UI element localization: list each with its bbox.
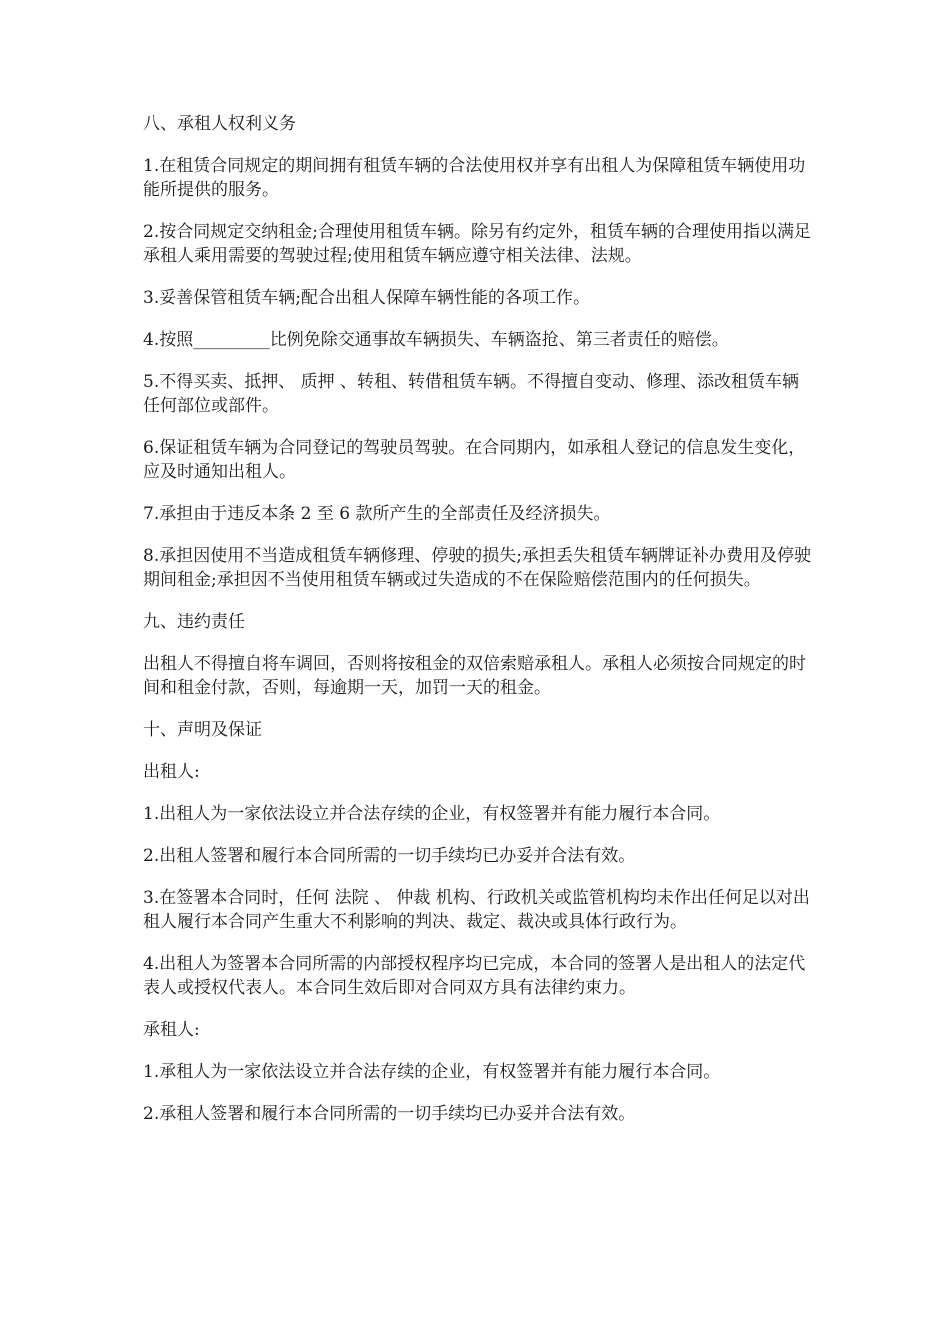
lessor-item-4: 4.出租人为签署本合同所需的内部授权程序均已完成，本合同的签署人是出租人的法定代表人或授权代表人。本合同生效后即对合同双方具有法律约束力。 (143, 954, 806, 998)
lessor-item-3: 3.在签署本合同时，任何 法院 、 仲裁 机构、行政机关或监管机构均未作出任何足以对出租人履行本合同产生重大不利影响的判决、裁定、裁决或具体行政行为。 (143, 888, 810, 932)
document-page (143, 112, 811, 1144)
section-8-item-4: 4.按照_________比例免除交通事故车辆损失、车辆盗抢、第三者责任的赔偿。 (143, 330, 729, 350)
lessor-item-2: 2.出租人签署和履行本合同所需的一切手续均已办妥并合法有效。 (143, 846, 636, 866)
section-8-item-6: 6.保证租赁车辆为合同登记的驾驶员驾驶。在合同期内，如承租人登记的信息发生变化，应及时通知出租人。 (143, 438, 806, 482)
section-8-item-5: 5.不得买卖、抵押、 质押 、转租、转借租赁车辆。不得擅自变动、修理、添改租赁车辆任何部位或部件。 (143, 372, 800, 416)
section-9-title: 九、违约责任 (143, 612, 245, 632)
section-8-item-8: 8.承担因使用不当造成租赁车辆修理、停驶的损失;承担丢失租赁车辆牌证补办费用及停驶期间租金;承担因不当使用租赁车辆或过失造成的不在保险赔偿范围内的任何损失。 (143, 546, 811, 590)
section-8-item-1: 1.在租赁合同规定的期间拥有租赁车辆的合法使用权并享有出租人为保障租赁车辆使用功能所提供的服务。 (143, 156, 806, 200)
section-9-body: 出租人不得擅自将车调回，否则将按租金的双倍索赔承租人。承租人必须按合同规定的时间和租金付款，否则，每逾期一天，加罚一天的租金。 (143, 654, 806, 698)
section-8-item-3: 3.妥善保管租赁车辆;配合出租人保障车辆性能的各项工作。 (143, 288, 590, 308)
lessor-item-1: 1.出租人为一家依法设立并合法存续的企业，有权签署并有能力履行本合同。 (143, 804, 721, 824)
lessee-item-1: 1.承租人为一家依法设立并合法存续的企业，有权签署并有能力履行本合同。 (143, 1062, 721, 1082)
section-10-title: 十、声明及保证 (143, 720, 262, 740)
section-8-item-2: 2.按合同规定交纳租金;合理使用租赁车辆。除另有约定外，租赁车辆的合理使用指以满足承租人乘用需要的驾驶过程;使用租赁车辆应遵守相关法律、法规。 (143, 222, 811, 266)
lessee-label: 承租人: (143, 1020, 200, 1040)
section-8-item-7: 7.承担由于违反本条 2 至 6 款所产生的全部责任及经济损失。 (143, 504, 611, 524)
lessor-label: 出租人: (143, 762, 200, 782)
lessee-item-2: 2.承租人签署和履行本合同所需的一切手续均已办妥并合法有效。 (143, 1104, 636, 1124)
section-8-title: 八、承租人权利义务 (143, 114, 296, 134)
